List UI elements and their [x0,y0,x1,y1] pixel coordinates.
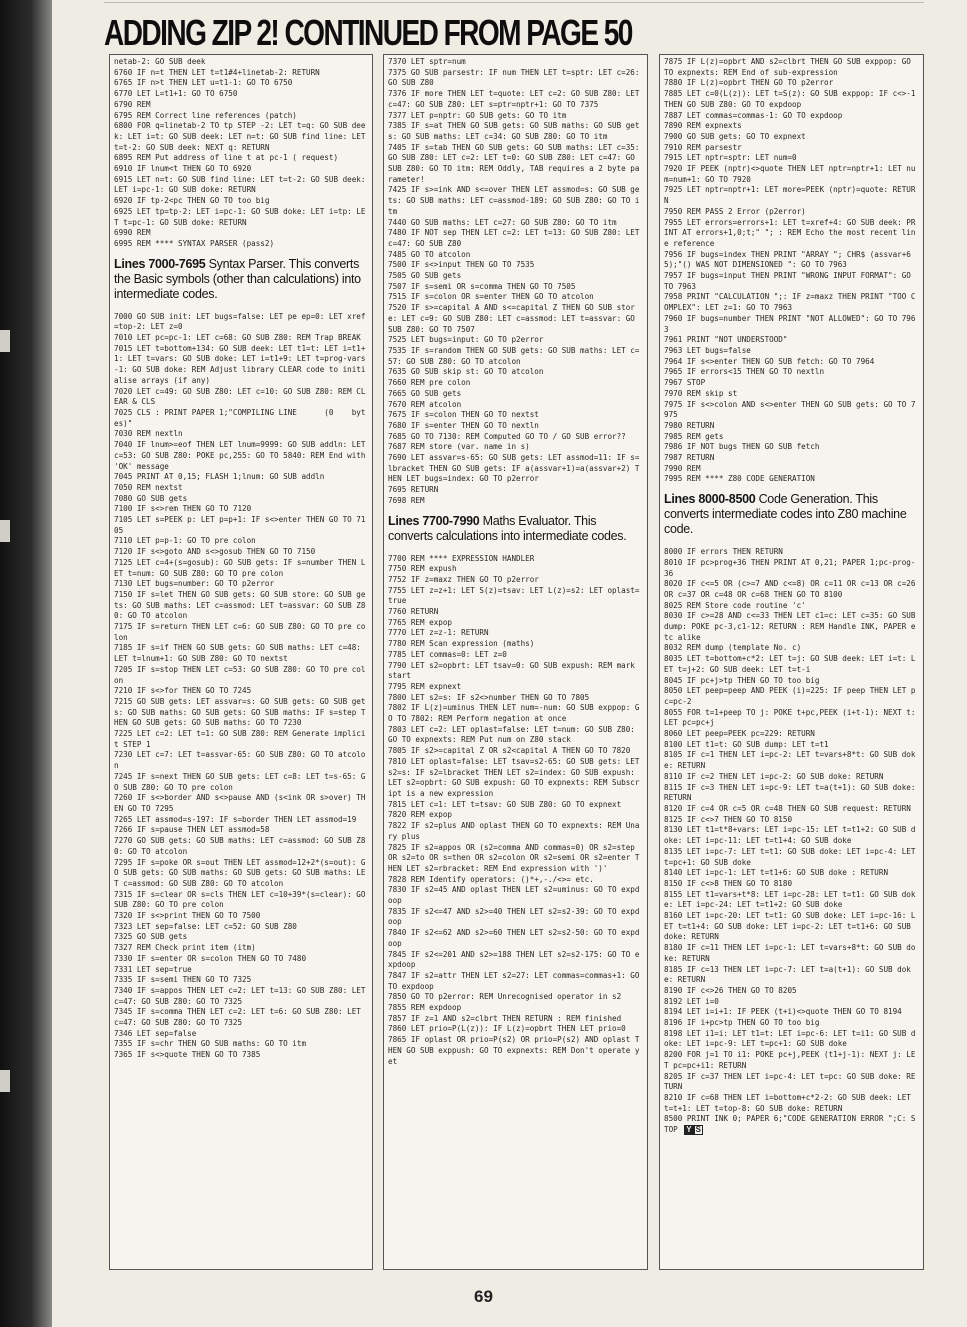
page-number: 69 [474,1287,493,1306]
section-heading [660,487,923,545]
code-listing: 7875 IF L(z)=opbrt AND s2=clbrt THEN GO SUB exppop: GO TO expnexts: REM End of sub-expression 7880 IF L(z)=opbrt THEN GO TO p2error 7885 LET c=0(L(z)): LET t=S(z): GO SUB exppop: IF c<>-1 THEN GO SUB Z80: GO TO expdoop 7887 LET commas=commas-1: GO TO expdoop 7890 REM expnexts 7900 GO SUB gets: GO TO expnext 7910 REM parsestr 7915 LET nptr=sptr: LET num=0 7920 IF PEEK (nptr)<>quote THEN LET nptr=nptr+1: LET num=num+1: GO TO 7920 7925 LET nptr=nptr+1: LET more=PEEK (nptr)=quote: RETURN 7950 REM PASS 2 Error (p2error) 7955 LET errors=errors+1: LET t=xref+4: GO SUB deek: PRINT AT errors+1,0;t;" "; : REM Echo the most recent line reference 7956 IF bugs=index THEN PRINT "ARRAY "; CHR$ (assvar+65);"() WAS NOT DIMENSIONED ": GO TO 7963 7957 IF bugs=input THEN PRINT "WRONG INPUT FORMAT": GO TO 7963 7958 PRINT "CALCULATION ";: IF z=maxz THEN PRINT "TOO COMPLEX": LET z=1: GO TO 7963 7960 IF bugs=number THEN PRINT "NOT ALLOWED": GO TO 7963 7961 PRINT "NOT UNDERSTOOD" 7963 LET bugs=false 7964 IF s<>enter THEN GO SUB fetch: GO TO 7964 7965 IF errors<15 THEN GO TO nextln 7967 STOP 7970 REM skip st 7975 IF s<>colon AND s<>enter THEN GO SUB gets: GO TO 7975 7980 RETURN 7985 REM gets 7986 IF NOT bugs THEN GO SUB fetch 7987 RETURN 7990 REM 7995 REM **** Z80 CODE GENERATION [664,57,916,484]
code-listing [660,545,923,1138]
page-title: ADDING ZIP 2! CONTINUED FROM PAGE 50 [104,12,632,53]
page-binding-strip [0,0,52,1327]
listing-column-2 [383,54,648,1270]
magazine-logo: Y [686,1125,692,1135]
code-listing: netab-2: GO SUB deek 6760 IF n=t THEN LET t=t1#4+linetab-2: RETURN 6765 IF n>t THEN LET u=t1-1: GO TO 6750 6770 LET L=t1+1: GO TO 6750 6790 REM 6795 REM Correct line references (patch) 6800 FOR q=linetab-2 TO tp STEP -2: LET t=q: GO SUB deek: LET i=t: GO SUB deek: LET n=t: GO SUB find line: LET t=t-2: GO SUB deek: NEXT q: RETURN 6895 REM Put address of line t at pc-1 ( request) 6910 IF lnum<t THEN GO TO 6920 6915 LET n=t: GO SUB find line: LET t=t-2: GO SUB deek: LET i=pc-1: GO SUB doke: RETURN 6920 IF tp-2<pc THEN GO TO too big 6925 LET tp=tp-2: LET i=pc-1: GO SUB doke: LET i=tp: LET t=pc-1: GO SUB doke: RETURN 6990 REM 6995 REM **** SYNTAX PARSER (pass2) [114,57,366,248]
section-heading [110,252,372,310]
strip-tab [0,330,10,352]
section-heading-lines: Lines 7000-7695 [114,256,206,271]
section-heading-lines: Lines 8000-8500 [664,492,756,507]
section-heading [384,509,647,552]
code-listing: 7700 REM **** EXPRESSION HANDLER 7750 REM expush 7752 IF z=maxz THEN GO TO p2error 7755 LET z=z+1: LET S(z)=tsav: LET L(z)=s2: LET oplast=true 7760 RETURN 7765 REM expop 7770 LET z=z-1: RETURN 7780 REM Scan expression (maths) 7785 LET commas=0: LET z=0 7790 LET s2=opbrt: LET tsav=0: GO SUB expush: REM mark start 7795 REM expnext 7800 LET s2=s: IF s2<>number THEN GO TO 7805 7802 IF L(z)=uminus THEN LET num=-num: GO SUB exppop: GO TO 7802: REM Perform negation at once 7803 LET c=2: LET oplast=false: LET t=num: GO SUB Z80: GO TO expnexts: REM Put num on Z80 stack 7805 IF s2>=capital Z OR s2<capital A THEN GO TO 7820 7810 LET oplast=false: LET tsav=s2-65: GO SUB gets: LET s2=s: IF s2=lbracket THEN LET s2=index: GO SUB expush: LET s2=opbrt: GO SUB expush: GO TO expnexts: REM Subscript is a new expression 7815 LET c=1: LET t=tsav: GO SUB Z80: GO TO expnext 7820 REM expop 7822 IF s2=plus AND oplast THEN GO TO expnexts: REM Unary plus 7825 IF s2=appos OR (s2=comma AND commas=0) OR s2=step OR s2=to OR s=then OR s2=colon OR s2=semi OR s2=enter THEN LET s2=rbracket: REM End expression with ')' 7828 REM Identify operators: ()*+,-./<>= etc. 7830 IF s2=45 AND oplast THEN LET s2=uminus: GO TO expdoop 7835 IF s2<=47 AND s2>=40 THEN LET s2=s2-39: GO TO expdoop 7840 IF s2<=62 AND s2>=60 THEN LET s2=s2-50: GO TO expdoop 7845 IF s2<=201 AND s2>=188 THEN LET s2=s2-175: GO TO expdoop 7847 IF s2=attr THEN LET s2=27: LET commas=commas+1: GO TO expdoop 7850 GO TO p2error: REM Unrecognised operator in s2 7855 REM expdoop 7857 IF z=1 AND s2=clbrt THEN RETURN : REM finished 7860 LET prio=P(L(z)): IF L(z)=opbrt THEN LET prio=0 7865 IF oplast OR prio=P(s2) OR prio=P(s2) AND oplast THEN GO SUB exppush: GO TO expnexts: REM Don't operate yet [388,553,640,1066]
section-heading-text: Maths Evaluator. This converts calculations into intermediate codes. [388,513,627,543]
code-listing: 7000 GO SUB init: LET bugs=false: LET pe ep=0: LET xref=top-2: LET z=0 7010 LET pc=pc-1: LET c=68: GO SUB Z80: REM Trap BREAK 7015 LET t=bottom+134: GO SUB deek: LET t1=t: LET i=t1+1: LET t=vars: GO SUB doke: LET i=t1+9: LET t=prog-vars-1: GO SUB doke: REM Adjust library CLEAR code to initialise arrays (if any) 7020 LET c=49: GO SUB Z80: LET c=10: GO SUB Z80: REM CLEAR & CLS 7025 CLS : PRINT PAPER 1;"COMPILING LINE (0 bytes)" 7030 REM nextln 7040 IF lnum>=eof THEN LET lnum=9999: GO SUB addln: LET c=53: GO SUB Z80: POKE pc,255: GO TO 5840: REM End with 'OK' message 7045 PRINT AT 0,15; FLASH 1;lnum: GO SUB addln 7050 REM nextst 7080 GO SUB gets 7100 IF s<>rem THEN GO TO 7120 7105 LET s=PEEK p: LET p=p+1: IF s<>enter THEN GO TO 7105 7110 LET p=p-1: GO TO pre colon 7120 IF s<>goto AND s<>gosub THEN GO TO 7150 7125 LET c=4+(s=gosub): GO SUB gets: IF s=number THEN LET t=num: GO SUB Z80: GO TO pre colon 7130 LET bugs=number: GO TO p2error 7150 IF s=let THEN GO SUB gets: GO SUB store: GO SUB gets: GO SUB maths: LET c=assmod: LET t=assvar: GO SUB Z80: GO TO atcolon 7175 IF s=return THEN LET c=6: GO SUB Z80: GO TO pre colon 7185 IF s=if THEN GO SUB gets: GO SUB maths: LET c=48: LET t=lnum+1: GO SUB Z80: GO TO nextst 7205 IF s=stop THEN LET c=53: GO SUB Z80: GO TO pre colon 7210 IF s<>for THEN GO TO 7245 7215 GO SUB gets: LET assvar=s: GO SUB gets: GO SUB gets: GO SUB maths: GO SUB gets: GO SUB maths: IF s=step THEN GO SUB gets: GO SUB maths: GO TO 7230 7225 LET c=2: LET t=1: GO SUB Z80: REM Generate implicit STEP 1 7230 LET c=7: LET t=assvar-65: GO SUB Z80: GO TO atcolon 7245 IF s=next THEN GO SUB gets: LET c=8: LET t=s-65: GO SUB Z80: GO TO pre colon 7260 IF s<>border AND s<>pause AND (s<ink OR s>over) THEN GO TO 7295 7265 LET assmod=s-197: IF s=border THEN LET assmod=19 7266 IF s=pause THEN LET assmod=58 7270 GO SUB gets: GO SUB maths: LET c=assmod: GO SUB Z80: GO TO atcolon 7295 IF s=poke OR s=out THEN LET assmod=12+2*(s=out): GO SUB gets: GO SUB maths: GO SUB gets: GO SUB maths: LET c=assmod: GO SUB Z80: GO TO atcolon 7315 IF s=clear OR s=cls THEN LET c=10+39*(s=clear): GO SUB Z80: GO TO pre colon 7320 IF s<>print THEN GO TO 7500 7323 LET sep=false: LET c=52: GO SUB Z80 7325 GO SUB gets 7327 REM Check print item (itm) 7330 IF s=enter OR s=colon THEN GO TO 7480 7331 LET sep=true 7335 IF s=semi THEN GO TO 7325 7340 IF s=appos THEN LET c=2: LET t=13: GO SUB Z80: LET c=47: GO SUB Z80: GO TO 7325 7345 IF s=comma THEN LET c=2: LET t=6: GO SUB Z80: LET c=47: GO SUB Z80: GO TO 7325 7346 LET sep=false 7355 IF s=chr THEN GO SUB maths: GO TO itm 7365 IF s<>quote THEN GO TO 7385 [114,311,366,1060]
section-heading-text: Syntax Parser. This converts the Basic symbols (other than calculations) into intermediate codes. [114,256,361,301]
section-heading-lines: Lines 7700-7990 [388,513,480,528]
listing-column-3 [659,54,924,1270]
top-rule [104,2,924,3]
code-listing: 7370 LET sptr=num 7375 GO SUB parsestr: IF num THEN LET t=sptr: LET c=26: GO SUB Z80 7376 IF more THEN LET t=quote: LET c=2: GO SUB Z80: LET c=47: GO SUB Z80: LET s=ptr=nptr+1: GO TO 7375 7377 LET p=nptr: GO SUB gets: GO TO itm 7385 IF s=at THEN GO SUB gets: GO SUB maths: GO SUB gets: GO SUB maths: LET c=34: GO SUB Z80: GO TO itm 7405 IF s=tab THEN GO SUB gets: GO SUB maths: LET c=35: GO SUB Z80: LET c=2: LET t=0: GO SUB Z80: LET c=47: GO SUB Z80: GO TO itm: REM Oddly, TAB requires a 2 byte parameter! 7425 IF s>=ink AND s<=over THEN LET assmod=s: GO SUB gets: GO SUB maths: LET c=assmod-189: GO SUB Z80: GO TO itm 7440 GO SUB maths: LET c=27: GO SUB Z80: GO TO itm 7480 IF NOT sep THEN LET c=2: LET t=13: GO SUB Z80: LET c=47: GO SUB Z80 7485 GO TO atcolon 7500 IF s<>input THEN GO TO 7535 7505 GO SUB gets 7507 IF s=semi OR s=comma THEN GO TO 7505 7515 IF s=colon OR s=enter THEN GO TO atcolon 7520 IF s>=capital A AND s<=capital Z THEN GO SUB store: LET c=9: GO SUB Z80: LET c=assmod: LET t=assvar: GO SUB Z80: GO TO 7507 7525 LET bugs=input: GO TO p2error 7535 IF s=random THEN GO SUB gets: GO SUB maths: LET c=57: GO SUB Z80: GO TO atcolon 7635 GO SUB skip st: GO TO atcolon 7660 REM pre colon 7665 GO SUB gets 7670 REM atcolon 7675 IF s=colon THEN GO TO nextst 7680 IF s=enter THEN GO TO nextln 7685 GO TO 7130: REM Computed GO TO / GO SUB error?? 7687 REM store (var. name in s) 7690 LET assvar=s-65: GO SUB gets: LET assmod=11: IF s=lbracket THEN GO SUB gets: IF a(assvar+1)=a(assvar+2) THEN LET bugs=index: GO TO p2error 7695 RETURN 7698 REM [388,57,640,505]
section-heading-text: Code Generation. This converts intermediate codes into Z80 machine code. [664,492,907,537]
magazine-logo-s: S [695,1125,701,1135]
strip-tab [0,1070,10,1092]
listing-column-1 [109,54,373,1270]
code-listing-text: 8000 IF errors THEN RETURN 8010 IF pc>prog+36 THEN PRINT AT 0,21; PAPER 1;pc-prog-36 8020 IF c<=5 OR (c>=7 AND c<=8) OR c=11 OR c=13 OR c=26 OR c=37 OR c=48 OR c=68 THEN GO TO 8100 8025 REM Store code routine 'c' 8030 IF c>=28 AND c<=33 THEN LET c1=c: LET c=35: GO SUB dump: POKE pc-3,c1-12: RETURN : REM Handle INK, PAPER etc alike 8032 REM dump (template No. c) 8035 LET t=bottom+c*2: LET t=j: GO SUB deek: LET i=t: LET t=j+2: GO SUB deek: LET t=t-i 8045 IF pc+j>tp THEN GO TO too big 8050 LET peep=peep AND PEEK (i)=225: IF peep THEN LET pc=pc-2 8055 FOR t=1+peep TO j: POKE t+pc,PEEK (i+t-1): NEXT t: LET pc=pc+j 8060 LET peep=PEEK pc=229: RETURN 8100 LET t1=t: GO SUB dump: LET t=t1 8105 IF c=1 THEN LET i=pc-2: LET t=vars+8*t: GO SUB doke: RETURN 8110 IF c=2 THEN LET i=pc-2: GO SUB doke: RETURN 8115 IF c=3 THEN LET i=pc-9: LET t=a(t+1): GO SUB doke: RETURN 8120 IF c=4 OR c=5 OR c=48 THEN GO SUB request: RETURN 8125 IF c<>7 THEN GO TO 8150 8130 LET t1=t*8+vars: LET i=pc-15: LET t=t1+2: GO SUB doke: LET i=pc-11: LET t=t1+4: GO SUB doke 8135 LET i=pc-7: LET t=t1: GO SUB doke: LET i=pc-4: LET t=pc+1: GO SUB doke 8140 LET i=pc-1: LET t=t1+6: GO SUB doke : RETURN 8150 IF c<>8 THEN GO TO 8180 8155 LET t1=vars+t*8: LET i=pc-28: LET t=t1: GO SUB doke: LET i=pc-24: LET t=t1+2: GO SUB doke 8160 LET i=pc-20: LET t=t1: GO SUB doke: LET i=pc-16: LET t=t1+4: GO SUB doke: LET i=pc-2: LET t=t1+6: GO SUB doke: RETURN 8180 IF c=11 THEN LET i=pc-1: LET t=vars+8*t: GO SUB doke: RETURN 8185 IF c=13 THEN LET i=pc-7: LET t=a(t+1): GO SUB doke: RETURN 8190 IF c<>26 THEN GO TO 8205 8192 LET i=0 8194 LET i=i+1: IF PEEK (t+i)<>quote THEN GO TO 8194 8196 IF i+pc>tp THEN GO TO too big 8198 LET i1=i: LET t1=t: LET i=pc-6: LET t=i1: GO SUB doke: LET i=pc-9: LET t=pc+1: GO SUB doke 8200 FOR j=1 TO i1: POKE pc+j,PEEK (t1+j-1): NEXT j: LET pc=pc+i1: RETURN 8205 IF c=37 THEN LET i=pc-4: LET t=pc: GO SUB doke: RETURN 8210 IF c=68 THEN LET i=bottom+c*2-2: GO SUB deek: LET t=t+1: LET t=top-8: GO SUB doke: RETURN 8500 PRINT INK 0; PAPER 6;"CODE GENERATION ERROR ";C: STOP [664,547,916,1135]
strip-tab [0,520,10,542]
